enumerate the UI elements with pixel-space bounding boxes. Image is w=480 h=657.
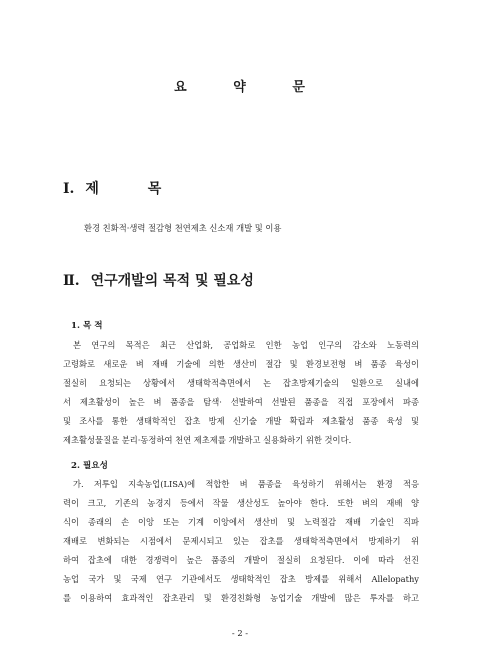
purpose-line: 본 연구의 목적은 최근 산업화, 공업화로 인한 농업 인구의 감소와 노동력의 (73, 340, 419, 350)
purpose-line: 서 제초활성이 높은 벼 품종을 탐색· 선발하여 선발된 품종을 직접 포장에서 파종 (63, 397, 419, 407)
necessity-line: 가. 저투입 지속농업(LISA)에 적합한 벼 품종을 육성하기 위해서는 환경 적응 (73, 479, 419, 489)
necessity-line: 농업 국가 및 국제 연구 기관에서도 생태학적인 잡초 방제를 위해서 Allelopathy (63, 574, 419, 584)
necessity-line: 하여 잡초에 대한 경쟁력이 높은 품종의 개발이 절실히 요청된다. 이에 따라 선진 (63, 555, 419, 565)
purpose-line: 및 조사를 통한 생태학적인 잡초 방제 신기술 개발 확립과 제초활성 품종 육성 및 (63, 416, 419, 426)
project-subject: 환경 친화적·생력 절감형 천연제초 신소재 개발 및 이용 (84, 223, 282, 233)
page-number: - 2 - (231, 628, 249, 638)
subsection-purpose-label: 1. 목 적 (71, 321, 103, 331)
section-2-number: Ⅱ. (63, 273, 80, 289)
title-char: 약 (233, 80, 247, 95)
section-1-word: 제 (85, 181, 99, 197)
necessity-line: 식이 종래의 손 이앙 또는 기계 이앙에서 생산비 및 노력절감 재배 기술인 직파 (63, 517, 419, 527)
necessity-line: 를 이용하여 효과적인 잡초관리 및 환경친화형 농업기술 개발에 많은 투자를 하고 (63, 593, 419, 603)
necessity-line: 력이 크고, 기존의 농경지 등에서 작물 생산성도 높아야 한다. 또한 벼의 재배 양 (63, 498, 419, 508)
section-1-word: 목 (147, 181, 162, 197)
necessity-line: 재배로 변화되는 시점에서 문제시되고 있는 잡초를 생태학적측면에서 방제하기 위 (63, 536, 419, 546)
summary-title (0, 76, 480, 95)
subsection-necessity-label: 2. 필요성 (71, 461, 108, 471)
section-1-heading (63, 178, 161, 198)
title-char: 요 (174, 80, 188, 95)
section-2-heading (63, 270, 254, 290)
title-char: 문 (292, 80, 306, 95)
section-2-title: 연구개발의 목적 및 필요성 (90, 273, 254, 289)
purpose-line: 제초활성물질을 분리·동정하여 천연 제초제를 개발하고 실용화하기 위한 것이다. (63, 435, 352, 445)
purpose-line: 고령화로 새로운 벼 재배 기술에 의한 생산비 절감 및 환경보전형 벼 품종 육성이 (63, 359, 419, 369)
section-1-number: Ⅰ. (63, 181, 75, 197)
purpose-line: 절실히 요청되는 상황에서 생태학적측면에서 논 잡초방제기술의 일환으로 실내에 (63, 378, 419, 388)
